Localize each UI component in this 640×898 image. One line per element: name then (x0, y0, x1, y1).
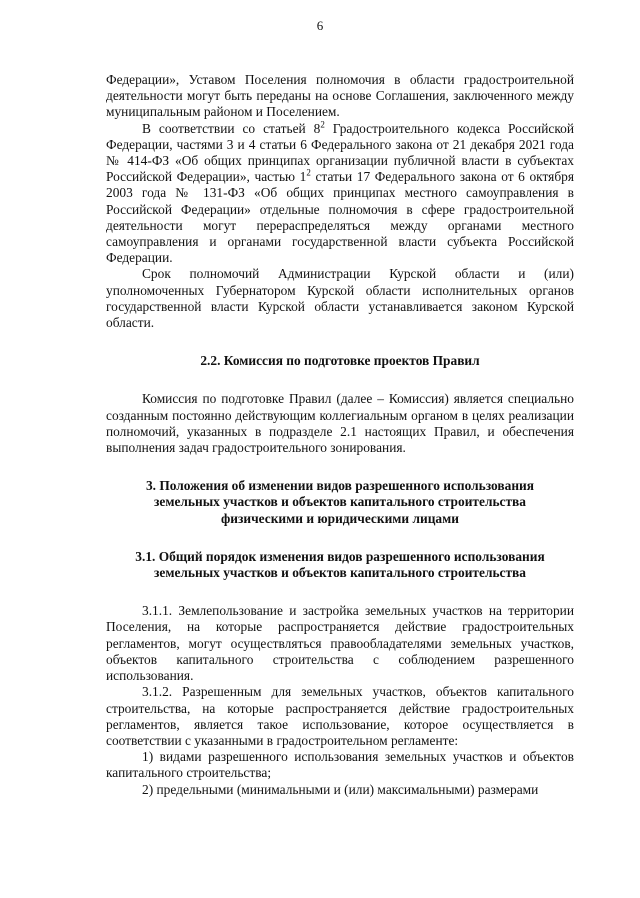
paragraph-3-1-2: 3.1.2. Разрешенным для земельных участков, объектов капитального строительства, на которые распространяется действие градостроительных регламентов, является такое использование, которое осуществляется в соответствии с указанными в градостроительном регламенте: (106, 684, 574, 748)
text-fragment: статьи 17 Федерального закона от 6 октября 2003 года № 131-ФЗ «Об общих принципах местного самоуправления в Российской Федерации» отдельные полномочия в сфере градостроительной деятельности могут перераспределяться между органами местного самоуправления и органами государственной власти субъекта Российской Федерации. (106, 169, 574, 266)
heading-line: земельных участков и объектов капитального строительства (154, 494, 526, 510)
page-number: 6 (316, 18, 324, 33)
heading-line: 3. Положения об изменении видов разрешенного использования (145, 478, 535, 494)
paragraph-term-of-powers: Срок полномочий Администрации Курской области и (или) уполномоченных Губернатором Курской области исполнительных органов государственной власти Курской области устанавливается законом Курской области. (106, 266, 574, 331)
heading-2-2: 2.2. Комиссия по подготовке проектов Правил (200, 353, 480, 369)
superscript: 2 (306, 167, 311, 178)
paragraph-powers-transfer: Федерации», Уставом Поселения полномочия в области градостроительной деятельности могут быть переданы на основе Соглашения, заключенного между муниципальным районом и Поселением. (106, 72, 574, 120)
heading-line: земельных участков и объектов капитального строительства (154, 565, 526, 581)
paragraph-commission: Комиссия по подготовке Правил (далее – Комиссия) является специально созданным постоянно действующим коллегиальным органом в целях реализации полномочий, указанных в подразделе 2.1 настоящих Правил, и обеспечения выполнения задач градостроительного зонирования. (106, 391, 574, 456)
heading-3-1 (106, 549, 574, 581)
text-fragment: Градостроительного кодекса Российской Федерации, частями 3 и 4 статьи 6 Федерального закона от 21 декабря 2021 года № 414-ФЗ «Об общих принципах организации публичной власти в субъектах Российской Федерации», частью 1 (106, 120, 575, 185)
list-item-2: 2) предельными (минимальными и (или) максимальными) размерами (142, 781, 539, 797)
paragraph-3-1-1: 3.1.1. Землепользование и застройка земельных участков на территории Поселения, на которые распространяется действие градостроительных регламентов, могут осуществляться правообладателями земельных участков, объектов капитального строительства с соблюдением разрешенного использования. (106, 603, 574, 684)
heading-line: физическими и юридическими лицами (221, 510, 459, 526)
heading-line: 3.1. Общий порядок изменения видов разрешенного использования (135, 548, 545, 564)
text-fragment: В соответствии со статьей 8 (142, 120, 321, 136)
heading-3 (106, 478, 574, 527)
list-item-1: 1) видами разрешенного использования земельных участков и объектов капитального строительства; (106, 749, 574, 781)
superscript: 2 (320, 119, 325, 130)
document-body (106, 72, 574, 798)
paragraph-redistribution (106, 121, 574, 267)
